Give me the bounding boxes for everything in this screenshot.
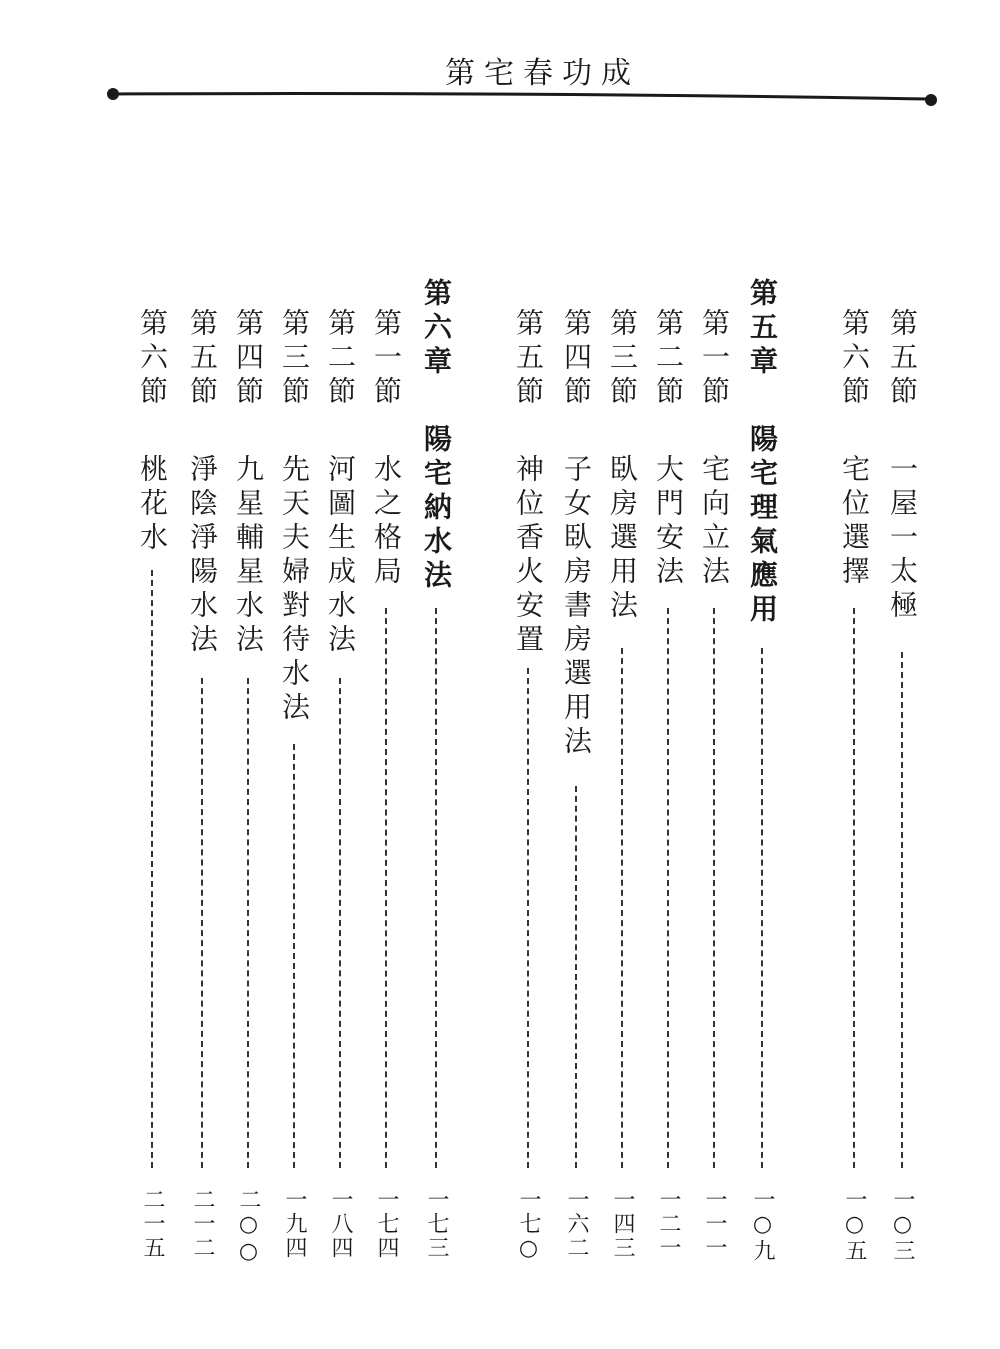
entry-page: 一○五 xyxy=(842,1188,867,1263)
entry-title: 淨陰淨陽水法 xyxy=(186,454,219,658)
chapter-title: 陽宅理氣應用 xyxy=(746,424,779,628)
entry-title: 宅向立法 xyxy=(698,454,731,590)
entry-number: 第六節 xyxy=(136,308,169,410)
entry-number: 第四節 xyxy=(232,308,265,410)
entry-title: 一屋一太極 xyxy=(886,454,919,624)
entry-title: 水之格局 xyxy=(370,454,403,590)
chapter-number: 第五章 xyxy=(746,278,779,380)
entry-page: 一二一 xyxy=(656,1188,681,1260)
entry-page: 一七○ xyxy=(516,1188,541,1263)
entry-title: 子女臥房書房選用法 xyxy=(560,454,593,760)
entry-page: 一一一 xyxy=(702,1188,727,1260)
dotted-leader xyxy=(151,570,153,1168)
dotted-leader xyxy=(761,648,763,1168)
entry-page: 一○九 xyxy=(750,1188,775,1263)
toc-entry xyxy=(506,308,550,1308)
entry-number: 第五節 xyxy=(186,308,219,410)
entry-title: 九星輔星水法 xyxy=(232,454,265,658)
running-header: 成功春宅第 xyxy=(445,56,640,91)
dotted-leader xyxy=(201,678,203,1168)
toc-entry xyxy=(364,308,408,1308)
entry-title: 宅位選擇 xyxy=(838,454,871,590)
toc-entry xyxy=(554,308,598,1308)
entry-page: 二一二 xyxy=(190,1188,215,1260)
entry-title: 臥房選用法 xyxy=(606,454,639,624)
toc-entry xyxy=(880,308,924,1308)
dotted-leader xyxy=(527,668,529,1168)
toc-entry xyxy=(832,308,876,1308)
entry-page: 一七三 xyxy=(424,1188,449,1260)
entry-title: 先天夫婦對待水法 xyxy=(278,454,311,726)
dotted-leader xyxy=(667,608,669,1168)
entry-page: 一七四 xyxy=(374,1188,399,1260)
dotted-leader xyxy=(901,652,903,1168)
dotted-leader xyxy=(385,608,387,1168)
entry-page: 一四三 xyxy=(610,1188,635,1260)
dotted-leader xyxy=(435,608,437,1168)
toc-entry xyxy=(692,308,736,1308)
toc-entry xyxy=(600,308,644,1308)
entry-number: 第五節 xyxy=(512,308,545,410)
entry-page: 一○三 xyxy=(890,1188,915,1263)
dotted-leader xyxy=(713,608,715,1168)
entry-number: 第一節 xyxy=(698,308,731,410)
entry-number: 第五節 xyxy=(886,308,919,410)
entry-page: 二一五 xyxy=(140,1188,165,1260)
toc-chapter xyxy=(414,278,458,1278)
toc-entry xyxy=(180,308,224,1308)
entry-number: 第一節 xyxy=(370,308,403,410)
entry-number: 第二節 xyxy=(324,308,357,410)
entry-number: 第六節 xyxy=(838,308,871,410)
toc-entry xyxy=(226,308,270,1308)
chapter-number: 第六章 xyxy=(420,278,453,380)
entry-page: 一八四 xyxy=(328,1188,353,1260)
entry-number: 第二節 xyxy=(652,308,685,410)
dotted-leader xyxy=(247,678,249,1168)
toc-entry xyxy=(272,308,316,1308)
dotted-leader xyxy=(575,786,577,1168)
dotted-leader xyxy=(293,744,295,1168)
entry-title: 神位香火安置 xyxy=(512,454,545,658)
toc-entry xyxy=(318,308,362,1308)
dotted-leader xyxy=(621,648,623,1168)
dotted-leader xyxy=(339,678,341,1168)
header-rule xyxy=(0,0,1000,140)
toc-entry xyxy=(646,308,690,1308)
entry-number: 第三節 xyxy=(278,308,311,410)
entry-title: 桃花水 xyxy=(136,454,169,556)
chapter-title: 陽宅納水法 xyxy=(420,424,453,594)
entry-page: 一九四 xyxy=(282,1188,307,1260)
toc-entry xyxy=(130,308,174,1308)
entry-title: 河圖生成水法 xyxy=(324,454,357,658)
entry-number: 第四節 xyxy=(560,308,593,410)
toc-chapter xyxy=(740,278,784,1278)
entry-title: 大門安法 xyxy=(652,454,685,590)
entry-number: 第三節 xyxy=(606,308,639,410)
dotted-leader xyxy=(853,608,855,1168)
entry-page: 二○○ xyxy=(236,1188,261,1266)
entry-page: 一六二 xyxy=(564,1188,589,1260)
